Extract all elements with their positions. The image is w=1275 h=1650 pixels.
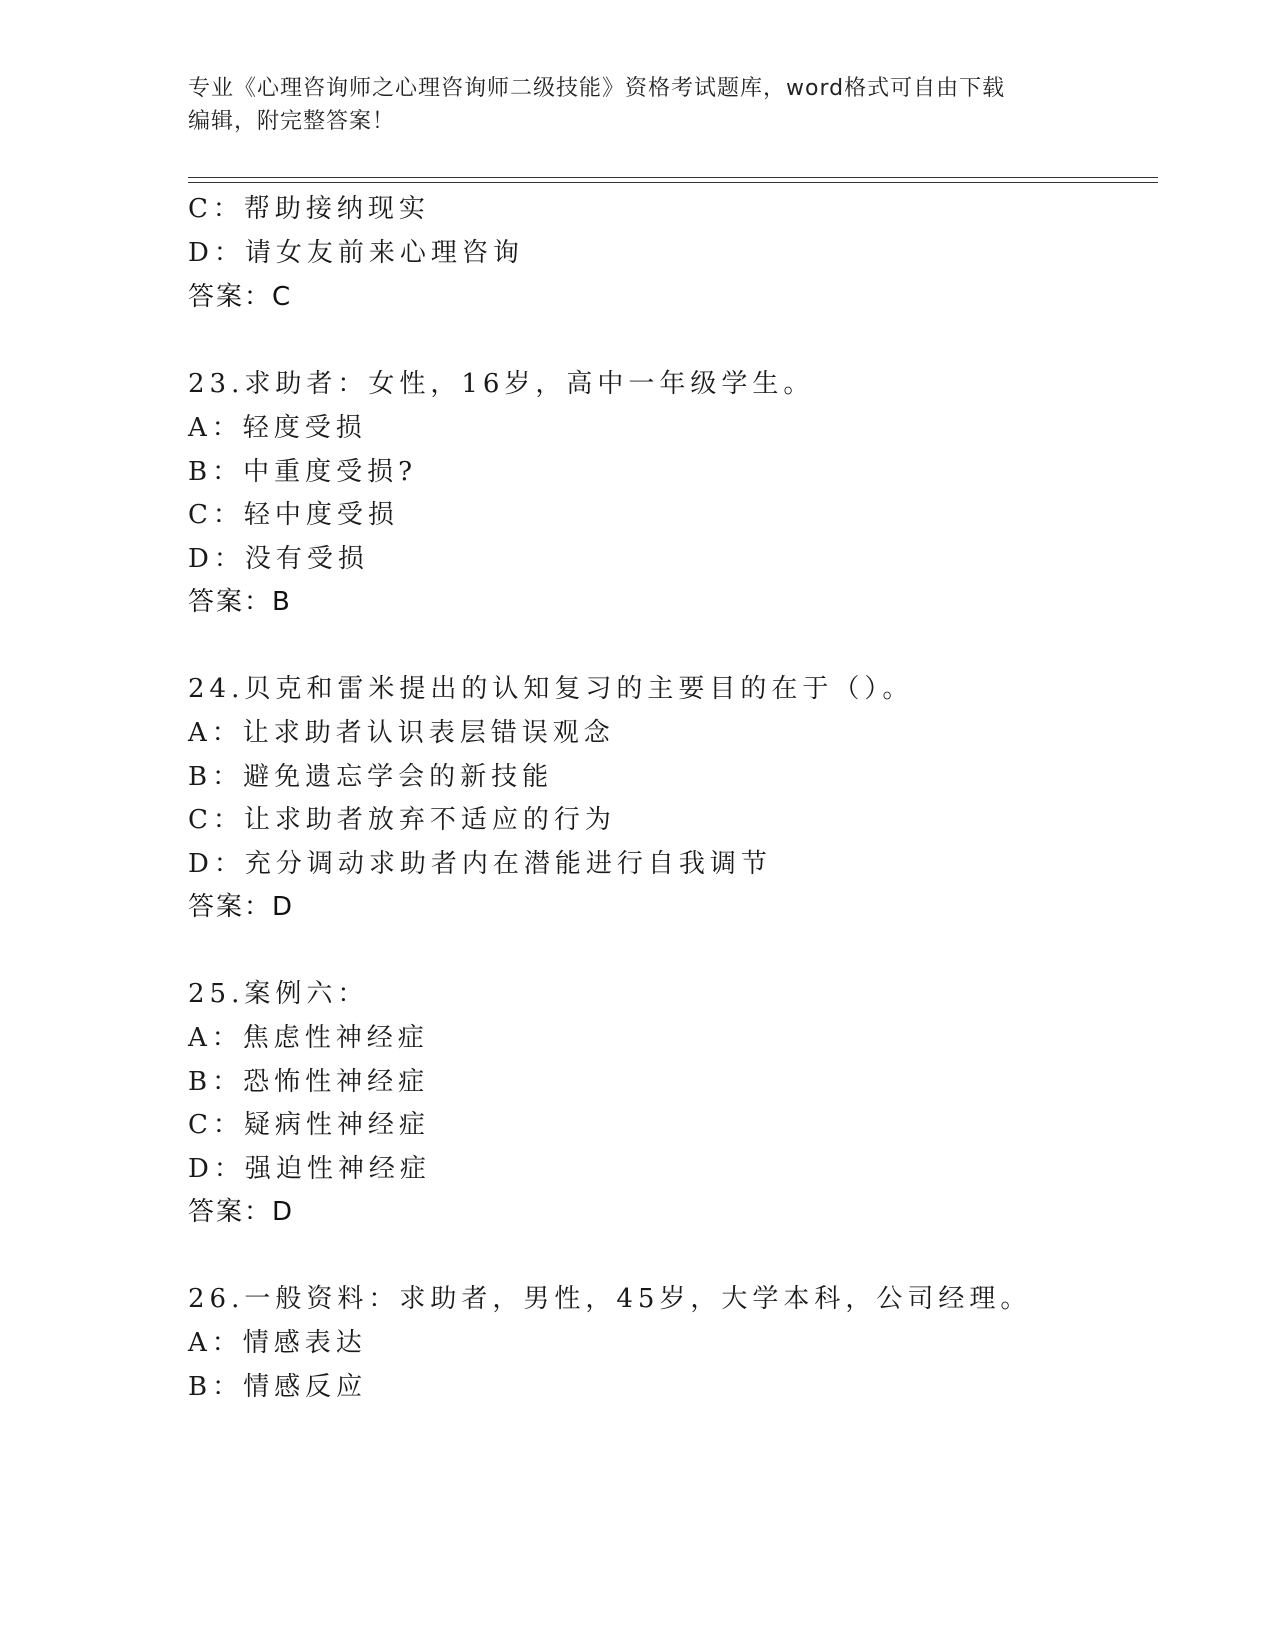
header-divider-top (188, 177, 1158, 178)
option-a: A：轻度受损 (188, 413, 367, 443)
option-b: B：恐怖性神经症 (188, 1067, 430, 1097)
option-a: A：焦虑性神经症 (188, 1023, 429, 1053)
question-23: 23.求助者：女性，16岁，高中一年级学生。 (188, 369, 815, 399)
option-c: C：让求助者放弃不适应的行为 (188, 805, 616, 835)
answer-line: 答案：D (188, 1197, 295, 1227)
option-c: C：帮助接纳现实 (188, 194, 430, 224)
answer-line: 答案：D (188, 892, 295, 922)
question-25: 25.案例六： (188, 979, 369, 1009)
option-d: D：请女友前来心理咨询 (188, 238, 524, 268)
question-24: 24.贝克和雷米提出的认知复习的主要目的在于（）。 (188, 674, 914, 704)
answer-line: 答案：B (188, 587, 292, 617)
option-b: B：避免遗忘学会的新技能 (188, 762, 554, 792)
header-divider-bottom (188, 182, 1158, 183)
header-title-line-1: 专业《心理咨询师之心理咨询师二级技能》资格考试题库，word格式可自由下载 (188, 76, 1006, 101)
option-a: A：让求助者认识表层错误观念 (188, 718, 615, 748)
answer-line: 答案：C (188, 282, 293, 312)
option-b: B：情感反应 (188, 1372, 368, 1402)
option-c: C：疑病性神经症 (188, 1110, 430, 1140)
option-d: D：充分调动求助者内在潜能进行自我调节 (188, 849, 772, 879)
option-b: B：中重度受损? (188, 457, 418, 487)
option-d: D：没有受损 (188, 544, 369, 574)
option-c: C：轻中度受损 (188, 500, 399, 530)
question-26: 26.一般资料：求助者，男性，45岁，大学本科，公司经理。 (188, 1284, 1032, 1314)
page-header (188, 72, 1088, 138)
option-d: D：强迫性神经症 (188, 1154, 431, 1184)
option-a: A：情感表达 (188, 1328, 367, 1358)
header-title-line-2: 编辑，附完整答案！ (188, 109, 396, 134)
